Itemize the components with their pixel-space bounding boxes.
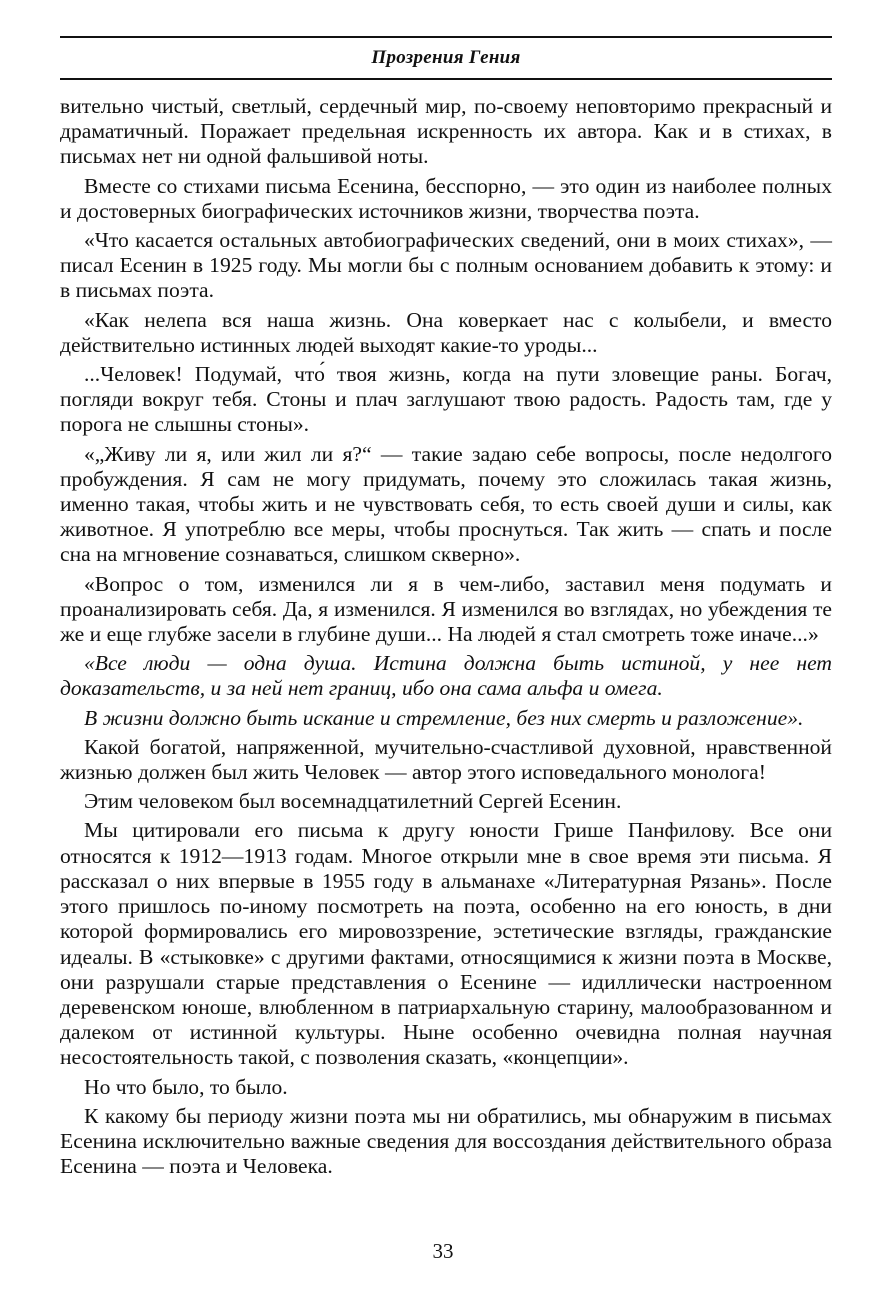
italic-quote-paragraph: В жизни должно быть искание и стремление, без них смерть и разложение».: [84, 705, 804, 730]
paragraph: Вместе со стихами письма Есенина, бесспорно, — это один из наиболее полных и достоверных биографических источников жизни, творчества поэта.: [60, 173, 832, 223]
header-bottom-rule: [60, 78, 832, 80]
page-number: 33: [432, 1239, 454, 1263]
paragraph: Мы цитировали его письма к другу юности Грише Панфилову. Все они относятся к 1912—1913 годам. Многое открыли мне в свое время эти письма. Я рассказал о них впервые в 1955 году в альманахе «Литературная Рязань». После этого пришлось по-иному посмотреть на поэта, особенно на его юность, в дни которой формировались его мировоззрение, эстетические взгляды, гражданские идеалы. В «стыковке» с другими фактами, относящимися к жизни поэта в Москве, они разрушали старые представления о Есенине — идиллически настроенном деревенском юноше, влюбленном в патриархальную старину, малообразованном и далеком от истинной культуры. Ныне особенно очевидна полная научная несостоятельность такой, с позволения сказать, «концепции».: [60, 818, 832, 1070]
paragraph: Но что было, то было.: [84, 1074, 288, 1099]
running-header: Прозрения Гения: [371, 47, 521, 68]
paragraph: «Что касается остальных автобиографических сведений, они в моих стихах», — писал Есенин в 1925 году. Мы могли бы с полным основанием добавить к этому: и в письмах поэта.: [60, 228, 832, 303]
quote-paragraph: ...Человек! Подумай, что́ твоя жизнь, когда на пути зловещие раны. Богач, погляди вокруг тебя. Стоны и плач заглушают твою радость. Радость там, где у порога не слышны стоны».: [60, 362, 832, 437]
paragraph: К какому бы периоду жизни поэта мы ни обратились, мы обнаружим в письмах Есенина исключительно важные сведения для воссоздания действительного образа Есенина — поэта и Человека.: [60, 1103, 832, 1179]
paragraph: Этим человеком был восемнадцатилетний Сергей Есенин.: [84, 789, 622, 814]
page: [60, 36, 832, 1183]
paragraph: Какой богатой, напряженной, мучительно-счастливой духовной, нравственной жизнью должен был жить Человек — автор этого исповедального монолога!: [60, 734, 832, 785]
quote-paragraph: «Вопрос о том, изменился ли я в чем-либо, заставил меня подумать и проанализировать себя. Да, я изменился. Я изменился во взглядах, но убеждения те же и еще глубже засели в глубине души... На людей я стал смотреть тоже иначе...»: [60, 571, 832, 647]
quote-paragraph: «„Живу ли я, или жил ли я?“ — такие задаю себе вопросы, после недолгого пробуждения. Я сам не могу придумать, почему это сложилась такая жизнь, именно такая, чтобы жить и не чувствовать себя, то есть своей души и силы, как животное. Я употреблю все меры, чтобы проснуться. Так жить — спать и после сна на мгновение сознаваться, слишком скверно».: [60, 441, 832, 567]
quote-paragraph: «Как нелепа вся наша жизнь. Она коверкает нас с колыбели, и вместо действительно истинных людей выходят какие-то уроды...: [60, 307, 832, 357]
body-text: [60, 94, 832, 1179]
paragraph: вительно чистый, светлый, сердечный мир, по-своему неповторимо прекрасный и драматичный. Поражает предельная искренность их автора. Как и в стихах, в письмах нет ни одной фальшивой ноты.: [60, 94, 832, 169]
italic-quote-paragraph: «Все люди — одна душа. Истина должна быть истиной, у нее нет доказательств, и за ней нет границ, ибо она сама альфа и омега.: [60, 651, 832, 701]
